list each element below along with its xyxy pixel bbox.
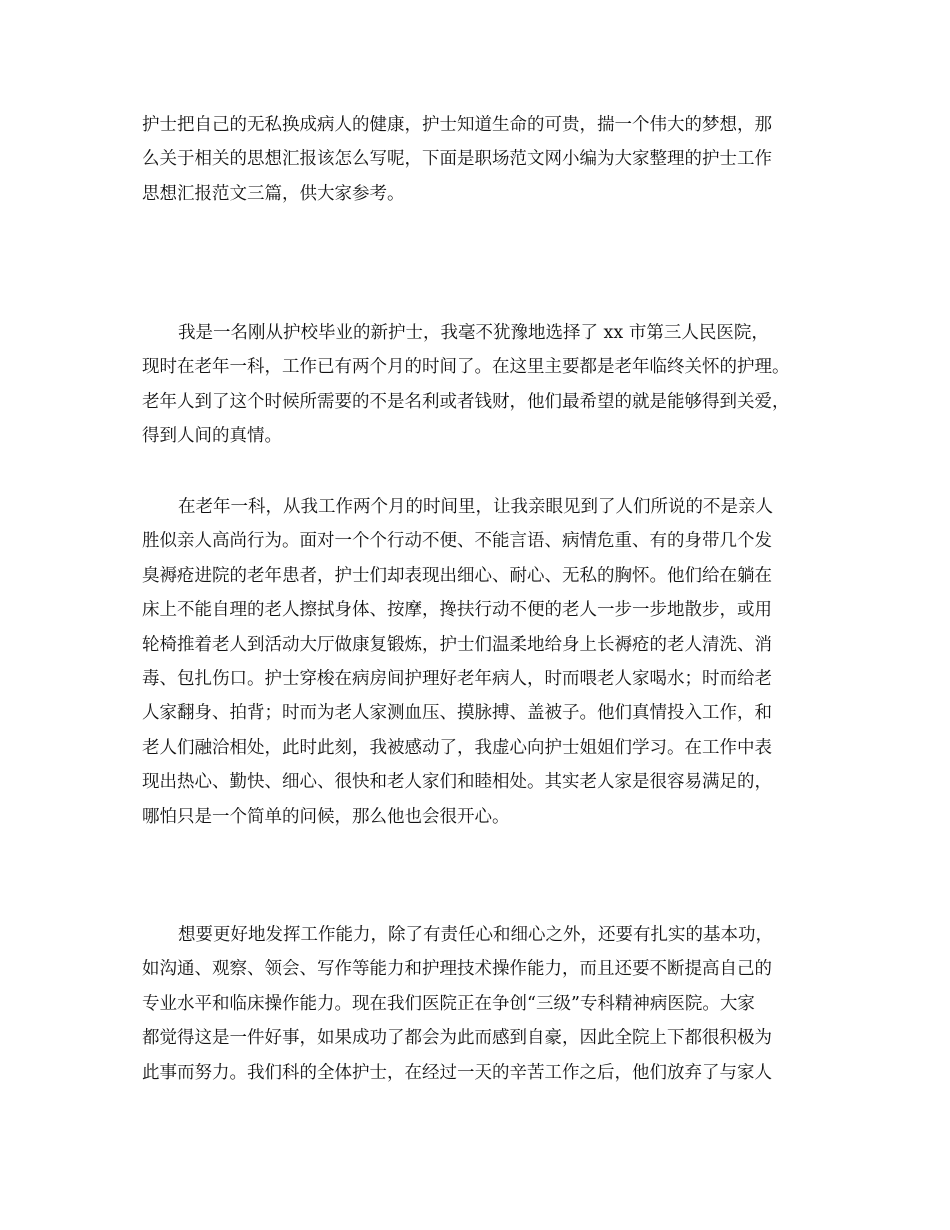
text-line: 老年人到了这个时候所需要的不是名利或者钱财，他们最希望的就是能够得到关爱，: [142, 391, 790, 412]
text-line: 毒、包扎伤口。护士穿梭在病房间护理好老年病人，时而喂老人家喝水；时而给老: [142, 668, 772, 689]
text-line: 思想汇报范文三篇，供大家参考。: [142, 183, 405, 204]
text-line: 都觉得这是一件好事，如果成功了都会为此而感到自豪，因此全院上下都很积极为: [142, 1028, 772, 1049]
text-line: 人家翻身、拍背；时而为老人家测血压、摸脉搏、盖被子。他们真情投入工作，和: [142, 703, 772, 724]
text-line: 如沟通、观察、领会、写作等能力和护理技术操作能力，而且还要不断提高自己的: [142, 959, 772, 980]
text-line: 在老年一科，从我工作两个月的时间里，让我亲眼见到了人们所说的不是亲人: [178, 497, 773, 517]
text-line: 此事而努力。我们科的全体护士，在经过一天的辛苦工作之后，他们放弃了与家人: [142, 1062, 772, 1083]
text-line: 护士把自己的无私换成病人的健康，护士知道生命的可贵，揣一个伟大的梦想，那: [142, 115, 772, 135]
text-line: 臭褥疮进院的老年患者，护士们却表现出细心、耐心、无私的胸怀。他们给在躺在: [142, 565, 772, 586]
text-line: 床上不能自理的老人擦拭身体、按摩，搀扶行动不便的老人一步一步地散步，或用: [142, 600, 772, 621]
body-paragraph-2: [142, 490, 822, 834]
body-paragraph-1: [142, 316, 822, 454]
body-paragraph-3: [142, 918, 822, 1090]
text-line: 胜似亲人高尚行为。面对一个个行动不便、不能言语、病情危重、有的身带几个发: [142, 531, 772, 552]
text-line: 我是一名刚从护校毕业的新护士，我毫不犹豫地选择了 xx 市第三人民医院，: [178, 323, 769, 343]
text-line: 现出热心、勤快、细心、很快和老人家们和睦相处。其实老人家是很容易满足的，: [142, 772, 772, 793]
text-line: 哪怕只是一个简单的问候，那么他也会很开心。: [142, 806, 510, 827]
intro-paragraph: [142, 108, 822, 211]
text-line: 得到人间的真情。: [142, 426, 282, 447]
text-line: 么关于相关的思想汇报该怎么写呢，下面是职场范文网小编为大家整理的护士工作: [142, 149, 772, 170]
text-line: 轮椅推着老人到活动大厅做康复锻炼，护士们温柔地给身上长褥疮的老人清洗、消: [142, 634, 772, 655]
text-line: 专业水平和临床操作能力。现在我们医院正在争创“三级”专科精神病医院。大家: [142, 993, 755, 1014]
text-line: 老人们融洽相处，此时此刻，我被感动了，我虚心向护士姐姐们学习。在工作中表: [142, 737, 772, 758]
text-line: 想要更好地发挥工作能力，除了有责任心和细心之外，还要有扎实的基本功，: [178, 925, 773, 945]
text-line: 现时在老年一科，工作已有两个月的时间了。在这里主要都是老年临终关怀的护理。: [142, 357, 790, 378]
